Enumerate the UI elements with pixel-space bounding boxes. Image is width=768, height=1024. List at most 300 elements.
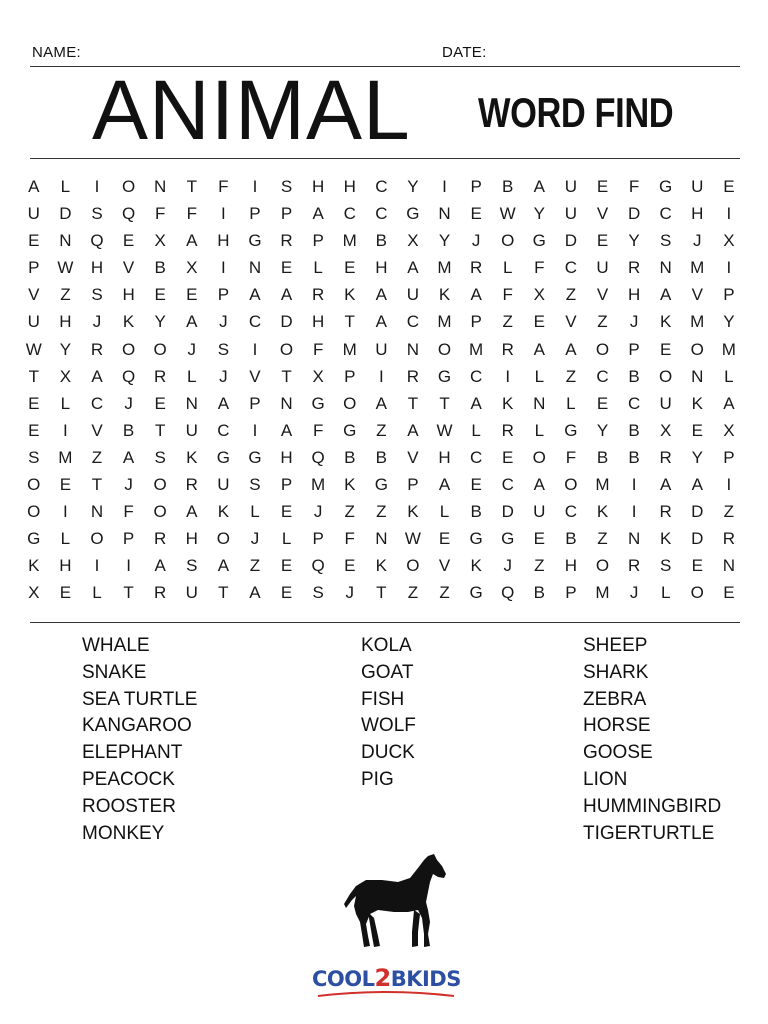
grid-cell: Z	[60, 285, 71, 305]
grid-cell: I	[252, 420, 258, 440]
grid-cell: B	[470, 502, 482, 522]
grid-cell: R	[659, 502, 672, 522]
grid-cell: S	[280, 177, 293, 196]
grid-cell: P	[312, 231, 324, 251]
grid-cell: S	[249, 475, 261, 495]
grid-cell: E	[344, 556, 356, 576]
word-item: TIGERTURTLE	[583, 822, 715, 844]
grid-cell: B	[375, 231, 387, 251]
grid-cell: A	[280, 285, 293, 305]
grid-cell: P	[280, 204, 293, 224]
word-item: SEA TURTLE	[82, 688, 198, 710]
grid-cell: A	[280, 420, 293, 440]
grid-cell: X	[407, 231, 419, 251]
grid-cell: C	[248, 312, 262, 332]
grid-cell: Z	[376, 502, 387, 522]
grid-cell: H	[280, 447, 293, 467]
grid-cell: E	[344, 258, 356, 278]
grid-cell: I	[94, 556, 100, 576]
grid-cell: S	[660, 556, 672, 576]
grid-cell: I	[378, 366, 384, 386]
word-item: HUMMINGBIRD	[583, 795, 722, 817]
grid-cell: J	[313, 502, 323, 522]
word-item: SHARK	[583, 661, 649, 683]
grid-cell: Z	[565, 366, 577, 386]
grid-cell: R	[659, 447, 672, 467]
grid-cell: S	[312, 583, 324, 603]
grid-cell: N	[627, 529, 641, 549]
grid-cell: Z	[376, 420, 387, 440]
grid-cell: P	[249, 393, 261, 413]
grid-cell: L	[502, 258, 513, 278]
cool2bkids-logo	[308, 960, 468, 1000]
grid-cell: A	[217, 556, 230, 576]
grid-cell: J	[187, 339, 197, 359]
grid-cell: A	[660, 285, 672, 305]
grid-cell: C	[217, 420, 230, 440]
grid-cell: B	[628, 366, 640, 386]
grid-cell: A	[660, 475, 672, 495]
grid-cell: E	[470, 475, 482, 495]
grid-cell: H	[691, 204, 704, 224]
grid-cell: W	[57, 258, 74, 278]
grid-cell: Q	[501, 583, 515, 603]
grid-cell: Y	[407, 177, 419, 196]
grid-cell: N	[533, 393, 546, 413]
grid-cell: B	[375, 447, 387, 467]
grid-cell: L	[471, 420, 481, 440]
grid-cell: L	[92, 583, 102, 603]
grid-cell: T	[407, 393, 419, 413]
grid-cell: E	[280, 502, 293, 522]
grid-cell: C	[90, 393, 104, 413]
grid-cell: N	[59, 231, 72, 251]
grid-cell: C	[596, 366, 609, 386]
grid-cell: I	[631, 502, 637, 522]
grid-cell: R	[154, 529, 167, 549]
grid-cell: V	[122, 258, 135, 278]
word-item: ELEPHANT	[82, 742, 183, 764]
grid-cell: O	[595, 556, 610, 576]
grid-cell: F	[154, 204, 166, 224]
grid-cell: H	[217, 231, 230, 251]
grid-cell: L	[281, 529, 292, 549]
grid-cell: A	[470, 285, 482, 305]
grid-cell: V	[91, 420, 103, 440]
grid-cell: S	[660, 231, 672, 251]
grid-cell: J	[693, 231, 702, 251]
grid-cell: N	[722, 556, 735, 576]
grid-cell: U	[217, 475, 230, 495]
grid-cell: V	[596, 285, 609, 305]
grid-cell: X	[723, 231, 735, 251]
grid-cell: I	[63, 502, 68, 522]
grid-cell: Q	[90, 231, 104, 251]
grid-cell: N	[438, 204, 451, 224]
grid-cell: O	[153, 475, 167, 495]
grid-cell: H	[59, 556, 72, 576]
grid-cell: S	[154, 447, 166, 467]
grid-cell: E	[691, 556, 703, 576]
grid-cell: M	[690, 258, 705, 278]
grid-cell: E	[438, 529, 451, 549]
grid-cell: A	[28, 177, 40, 196]
grid-cell: F	[123, 502, 134, 522]
grid-cell: R	[154, 583, 167, 603]
word-item: KOLA	[361, 635, 412, 656]
grid-cell: X	[723, 420, 735, 440]
logo-text-cool: COOL	[312, 967, 375, 991]
grid-cell: Z	[597, 529, 608, 549]
grid-cell: G	[27, 529, 41, 549]
grid-cell: R	[90, 339, 104, 359]
grid-cell: D	[564, 231, 578, 251]
grid-cell: A	[723, 393, 735, 413]
grid-cell: K	[217, 502, 230, 522]
grid-cell: E	[723, 177, 735, 196]
grid-cell: K	[502, 393, 514, 413]
grid-cell: R	[501, 420, 514, 440]
grid-cell: D	[691, 502, 704, 522]
grid-cell: W	[25, 339, 42, 359]
grid-cell: V	[438, 556, 451, 576]
grid-cell: A	[375, 285, 387, 305]
grid-cell: J	[345, 583, 354, 603]
grid-cell: V	[691, 285, 703, 305]
grid-cell: R	[280, 231, 293, 251]
grid-cell: B	[596, 447, 609, 467]
grid-cell: N	[659, 258, 672, 278]
grid-cell: G	[437, 366, 452, 386]
grid-cell: X	[59, 366, 72, 386]
grid-cell: I	[252, 339, 258, 359]
grid-cell: Y	[628, 231, 640, 251]
grid-cell: K	[122, 312, 135, 332]
grid-cell: A	[533, 339, 545, 359]
word-list-column-1	[82, 633, 197, 847]
grid-cell: N	[90, 502, 104, 522]
divider-bottom	[30, 622, 740, 623]
grid-cell: M	[469, 339, 484, 359]
grid-cell: V	[565, 312, 577, 332]
grid-cell: O	[564, 475, 578, 495]
grid-cell: A	[91, 366, 103, 386]
grid-cell: F	[628, 177, 640, 196]
word-item: SHEEP	[583, 635, 648, 656]
grid-cell: K	[660, 529, 672, 549]
grid-cell: Y	[691, 447, 703, 467]
grid-cell: C	[564, 502, 578, 522]
grid-cell: K	[186, 447, 198, 467]
grid-cell: J	[629, 583, 639, 603]
grid-cell: K	[407, 502, 419, 522]
word-item: ZEBRA	[583, 688, 647, 710]
word-item: GOAT	[361, 661, 414, 683]
horse-silhouette-icon	[338, 852, 450, 952]
grid-cell: R	[501, 339, 514, 359]
grid-cell: D	[501, 502, 514, 522]
grid-cell: L	[439, 502, 450, 522]
grid-cell: B	[565, 529, 577, 549]
grid-cell: Z	[91, 447, 103, 467]
grid-cell: O	[279, 339, 294, 359]
word-item: MONKEY	[82, 822, 165, 844]
grid-cell: T	[439, 393, 450, 413]
grid-cell: C	[469, 447, 483, 467]
grid-cell: E	[122, 231, 135, 251]
grid-cell: O	[153, 339, 167, 359]
grid-cell: J	[219, 366, 228, 386]
word-item: DUCK	[361, 742, 415, 764]
grid-cell: V	[249, 366, 261, 386]
grid-cell: T	[28, 366, 39, 386]
grid-cell: T	[154, 420, 166, 440]
grid-cell: N	[280, 393, 293, 413]
grid-cell: X	[660, 420, 672, 440]
grid-cell: G	[374, 475, 388, 495]
grid-cell: H	[312, 177, 325, 196]
grid-cell: Z	[723, 502, 735, 522]
word-item: WOLF	[361, 715, 416, 737]
grid-cell: A	[691, 475, 703, 495]
grid-cell: N	[154, 177, 167, 196]
grid-cell: R	[154, 366, 167, 386]
grid-cell: V	[407, 447, 419, 467]
grid-cell: E	[723, 583, 735, 603]
grid-cell: E	[59, 583, 72, 603]
letter-grid	[18, 173, 745, 607]
grid-cell: Q	[121, 366, 136, 386]
grid-cell: L	[60, 177, 71, 196]
grid-cell: O	[659, 366, 673, 386]
grid-cell: J	[250, 529, 260, 549]
grid-cell: M	[342, 339, 357, 359]
grid-cell: U	[564, 204, 578, 224]
grid-cell: K	[438, 285, 451, 305]
grid-cell: G	[406, 204, 420, 224]
grid-cell: O	[595, 339, 610, 359]
grid-cell: U	[185, 420, 198, 440]
grid-cell: P	[470, 312, 482, 332]
grid-cell: P	[470, 177, 482, 196]
grid-cell: Z	[344, 502, 355, 522]
grid-cell: B	[122, 420, 135, 440]
grid-cell: M	[311, 475, 326, 495]
grid-cell: O	[153, 502, 167, 522]
grid-cell: U	[375, 339, 388, 359]
grid-cell: E	[470, 204, 482, 224]
grid-cell: Y	[154, 312, 166, 332]
grid-cell: E	[596, 177, 609, 196]
grid-cell: M	[721, 339, 736, 359]
grid-cell: L	[534, 366, 545, 386]
grid-cell: E	[154, 285, 166, 305]
grid-cell: O	[343, 393, 357, 413]
grid-cell: S	[91, 285, 103, 305]
grid-cell: P	[565, 583, 577, 603]
grid-cell: U	[564, 177, 578, 196]
grid-cell: H	[90, 258, 104, 278]
grid-cell: Z	[407, 583, 419, 603]
word-item: PIG	[361, 768, 394, 790]
word-item: ROOSTER	[82, 795, 176, 817]
grid-cell: P	[122, 529, 135, 549]
grid-cell: H	[627, 285, 641, 305]
grid-cell: Y	[59, 339, 72, 359]
grid-cell: X	[533, 285, 545, 305]
grid-cell: L	[250, 502, 260, 522]
grid-cell: F	[218, 177, 229, 196]
grid-cell: J	[92, 312, 102, 332]
grid-cell: R	[469, 258, 483, 278]
grid-cell: P	[344, 366, 356, 386]
grid-cell: S	[28, 447, 40, 467]
grid-cell: U	[659, 393, 672, 413]
grid-cell: F	[502, 285, 513, 305]
grid-cell: A	[565, 339, 577, 359]
grid-cell: A	[186, 231, 198, 251]
grid-cell: G	[248, 231, 262, 251]
grid-cell: G	[248, 447, 262, 467]
grid-cell: O	[121, 339, 136, 359]
grid-cell: U	[596, 258, 609, 278]
grid-cell: U	[27, 312, 40, 332]
grid-cell: P	[723, 285, 735, 305]
date-label: DATE:	[442, 44, 487, 61]
grid-cell: T	[123, 583, 134, 603]
grid-cell: U	[27, 204, 40, 224]
grid-cell: R	[185, 475, 198, 495]
grid-cell: S	[186, 556, 198, 576]
grid-cell: F	[344, 529, 355, 549]
grid-cell: M	[595, 583, 610, 603]
grid-cell: Y	[438, 231, 451, 251]
grid-cell: I	[126, 556, 131, 576]
grid-cell: P	[217, 285, 230, 305]
grid-cell: L	[313, 258, 323, 278]
grid-cell: S	[91, 204, 103, 224]
word-list-column-2	[361, 633, 416, 794]
grid-cell: Z	[439, 583, 450, 603]
grid-cell: O	[216, 529, 230, 549]
grid-cell: J	[124, 475, 133, 495]
grid-cell: A	[438, 475, 451, 495]
grid-cell: E	[154, 393, 166, 413]
grid-cell: F	[565, 447, 577, 467]
grid-cell: I	[442, 177, 447, 196]
grid-cell: P	[28, 258, 40, 278]
grid-cell: O	[690, 583, 704, 603]
grid-cell: H	[438, 447, 451, 467]
word-item: LION	[583, 768, 628, 790]
grid-cell: U	[691, 177, 704, 196]
grid-cell: A	[249, 583, 261, 603]
grid-cell: N	[691, 366, 704, 386]
grid-cell: A	[186, 312, 198, 332]
word-item: GOOSE	[583, 742, 653, 764]
grid-cell: A	[533, 475, 545, 495]
grid-cell: P	[407, 475, 419, 495]
grid-cell: R	[406, 366, 420, 386]
logo-swoosh-icon	[316, 990, 456, 1000]
grid-cell: F	[312, 339, 324, 359]
grid-cell: T	[186, 177, 197, 196]
grid-cell: E	[502, 447, 514, 467]
grid-cell: A	[375, 312, 387, 332]
word-item: SNAKE	[82, 661, 147, 683]
grid-cell: G	[564, 420, 578, 440]
grid-cell: Z	[565, 285, 577, 305]
grid-cell: O	[690, 339, 704, 359]
grid-cell: M	[58, 447, 73, 467]
grid-cell: E	[596, 231, 609, 251]
grid-cell: A	[154, 556, 166, 576]
grid-cell: Z	[534, 556, 545, 576]
grid-cell: I	[726, 204, 732, 224]
grid-cell: O	[121, 177, 136, 196]
grid-cell: K	[28, 556, 40, 576]
word-item: WHALE	[82, 635, 150, 656]
grid-cell: D	[59, 204, 72, 224]
grid-cell: G	[311, 393, 325, 413]
grid-cell: E	[660, 339, 672, 359]
grid-cell: H	[312, 312, 325, 332]
grid-cell: K	[691, 393, 703, 413]
divider-top	[30, 158, 740, 159]
grid-cell: J	[124, 393, 133, 413]
grid-cell: N	[406, 339, 420, 359]
grid-cell: G	[659, 177, 673, 196]
grid-cell: X	[28, 583, 40, 603]
grid-cell: E	[596, 393, 609, 413]
grid-cell: W	[499, 204, 516, 224]
grid-cell: J	[471, 231, 481, 251]
grid-cell: H	[59, 312, 72, 332]
grid-cell: Q	[311, 447, 325, 467]
grid-cell: I	[252, 177, 258, 196]
grid-cell: Q	[311, 556, 325, 576]
word-list-column-3	[583, 633, 721, 847]
grid-cell: H	[375, 258, 388, 278]
grid-cell: C	[564, 258, 578, 278]
logo-text-bkids: BKIDS	[390, 967, 461, 991]
grid-cell: L	[60, 393, 71, 413]
grid-cell: C	[627, 393, 641, 413]
grid-cell: L	[566, 393, 576, 413]
grid-cell: B	[533, 583, 545, 603]
grid-cell: V	[596, 204, 609, 224]
grid-cell: I	[220, 258, 226, 278]
grid-cell: I	[631, 475, 637, 495]
grid-cell: M	[437, 312, 452, 332]
grid-cell: B	[628, 420, 640, 440]
grid-cell: E	[691, 420, 703, 440]
grid-cell: J	[629, 312, 639, 332]
grid-cell: X	[186, 258, 198, 278]
grid-cell: O	[532, 447, 546, 467]
grid-cell: K	[344, 475, 356, 495]
grid-cell: I	[220, 204, 226, 224]
grid-cell: H	[122, 285, 135, 305]
grid-cell: A	[407, 420, 419, 440]
grid-cell: X	[312, 366, 324, 386]
grid-cell: L	[187, 366, 197, 386]
grid-cell: H	[343, 177, 356, 196]
grid-cell: E	[280, 583, 293, 603]
grid-cell: X	[154, 231, 166, 251]
grid-cell: A	[312, 204, 324, 224]
grid-cell: B	[628, 447, 640, 467]
